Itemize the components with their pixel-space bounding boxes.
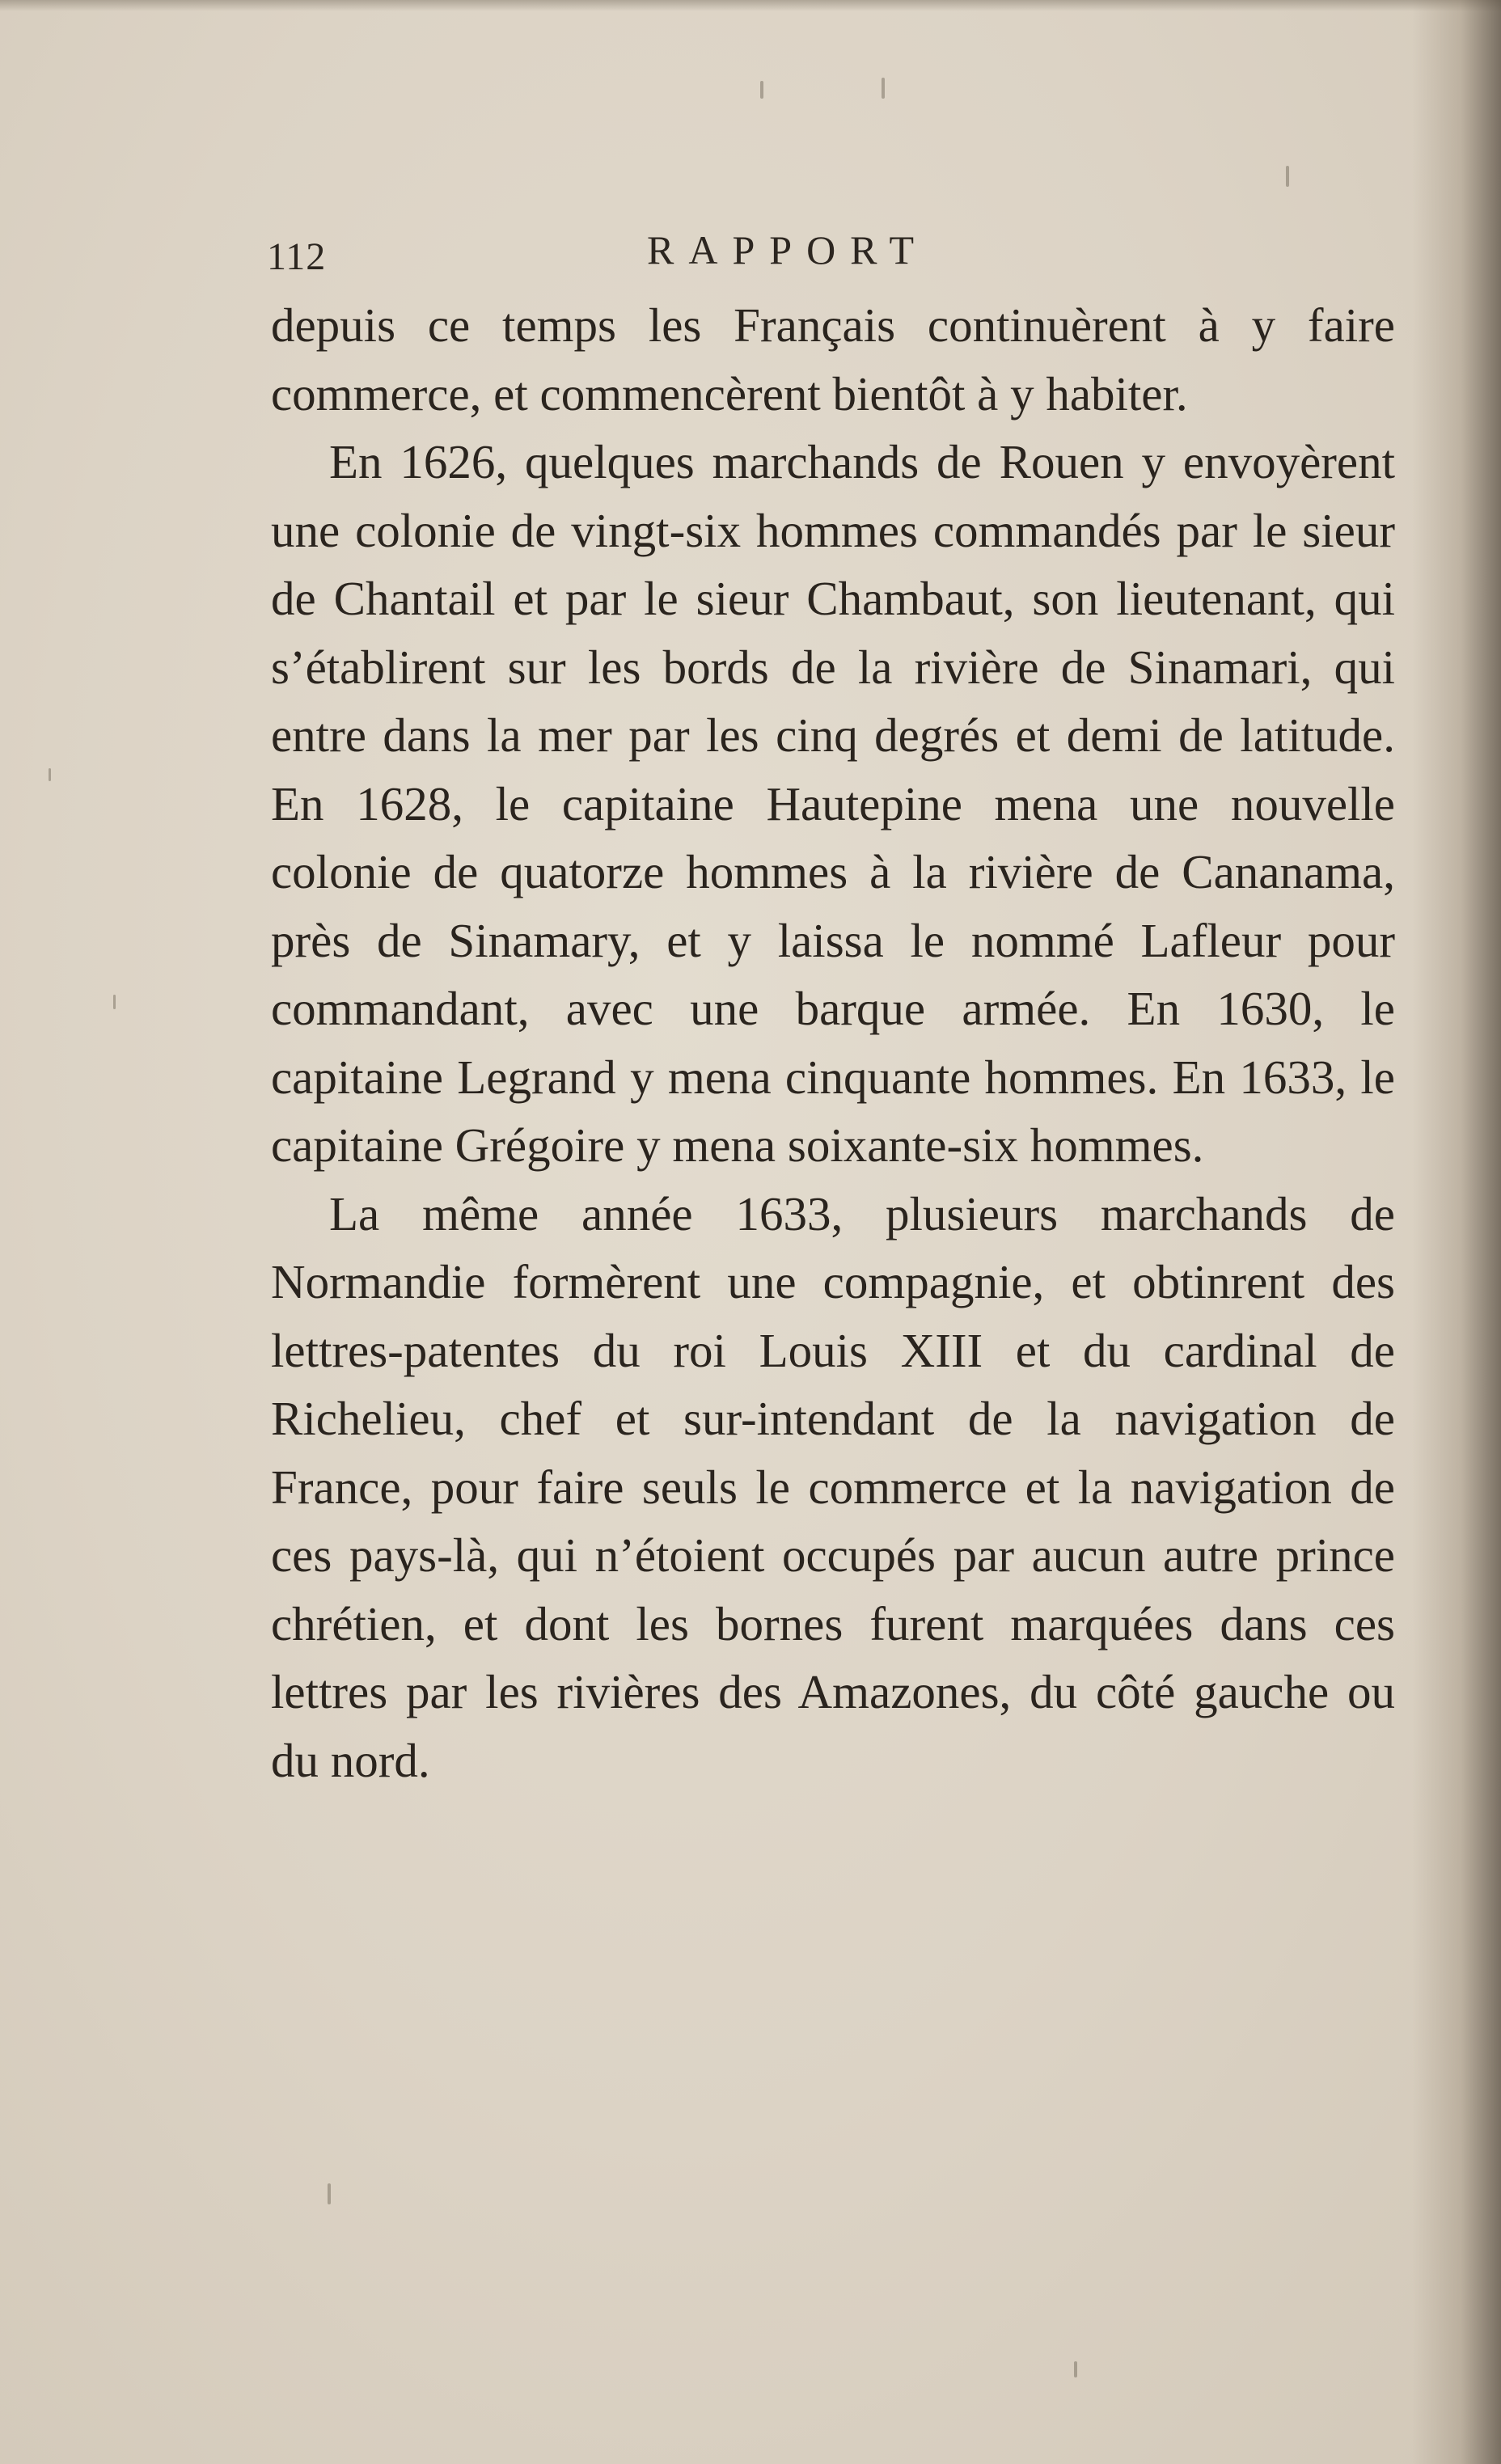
page-number: 112 <box>267 235 327 278</box>
paper-speck <box>49 768 51 781</box>
body-text <box>271 291 1395 1794</box>
paper-speck <box>1074 2361 1077 2377</box>
running-title: RAPPORT <box>647 227 929 273</box>
paper-speck <box>328 2183 331 2204</box>
spine-shadow <box>1412 0 1501 2464</box>
paragraph-2: En 1626, quelques marchands de Rouen y envoyèrent une colonie de vingt-six hommes commandés par le sieur de Chantail et par le sieur Chambaut, son lieutenant, qui s’établirent sur les bords de la rivière de Sinamari, qui entre dans la mer par les cinq degrés et demi de latitude. En 1628, le capitaine Hautepine mena une nouvelle colonie de quatorze hommes à la rivière de Cananama, près de Sinamary, et y laissa le nommé Lafleur pour commandant, avec une barque armée. En 1630, le capitaine Legrand y mena cinquante hommes. En 1633, le capitaine Grégoire y mena soixante-six hommes. <box>271 435 1395 1172</box>
paper-speck <box>760 81 763 99</box>
paragraph-1: depuis ce temps les Français continuèrent à y faire commerce, et commencèrent bientôt à y habiter. <box>271 298 1395 421</box>
page-top-edge <box>0 0 1501 11</box>
paper-speck <box>113 995 116 1009</box>
page-header <box>267 212 1415 277</box>
paper-speck <box>1286 166 1289 187</box>
paragraph-3: La même année 1633, plusieurs marchands de Normandie formèrent une compagnie, et obtinrent des lettres-patentes du roi Louis XIII et du cardinal de Richelieu, chef et sur-intendant de la navigation de France, pour faire seuls le commerce et la navigation de ces pays-là, qui n’étoient occupés par aucun autre prince chrétien, et dont les bornes furent marquées dans ces lettres par les rivières des Amazones, du côté gauche ou du nord. <box>271 1186 1395 1787</box>
paper-speck <box>882 78 885 99</box>
